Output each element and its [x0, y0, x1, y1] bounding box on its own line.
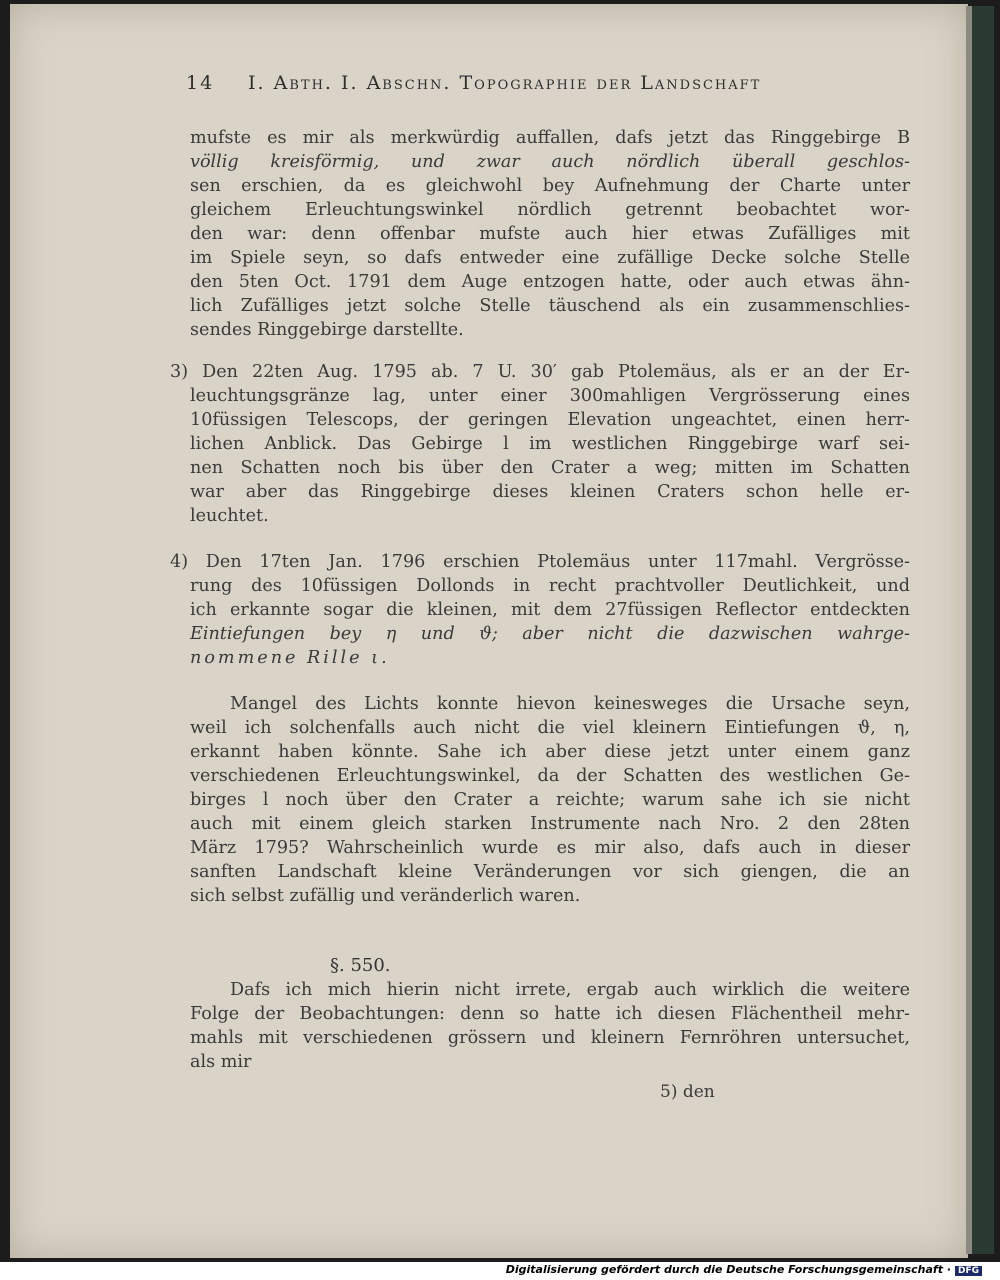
text-line: sendes Ringgebirge darstellte.: [190, 320, 464, 340]
text-line: war aber das Ringgebirge dieses kleinen Craters schon helle er-: [190, 482, 910, 502]
text-line: auch mit einem gleich starken Instrumente nach Nro. 2 den 28ten: [190, 814, 910, 834]
text-line: nen Schatten noch bis über den Crater a weg; mitten im Schatten: [190, 458, 910, 478]
text-line: rung des 10füssigen Dollonds in recht prachtvoller Deutlichkeit, und: [190, 576, 910, 596]
text-line: März 1795? Wahrscheinlich wurde es mir also, dafs auch in dieser: [190, 838, 910, 858]
text-line: weil ich solchenfalls auch nicht die viel kleinern Eintiefungen ϑ, η,: [190, 718, 910, 738]
text-line: leuchtungsgränze lag, unter einer 300mahligen Vergrösserung eines: [190, 386, 910, 406]
text-line: 3) Den 22ten Aug. 1795 ab. 7 U. 30′ gab Ptolemäus, als er an der Er-: [170, 362, 910, 382]
text-line: ich erkannte sogar die kleinen, mit dem 27füssigen Reflector entdeckten: [190, 600, 910, 620]
text-line: den 5ten Oct. 1791 dem Auge entzogen hatte, oder auch etwas ähn-: [190, 272, 910, 292]
text-line: gleichem Erleuchtungswinkel nördlich getrennt beobachtet wor-: [190, 200, 910, 220]
text-line: mahls mit verschiedenen grössern und kleinern Fernröhren untersuchet,: [190, 1028, 910, 1048]
text-line: verschiedenen Erleuchtungswinkel, da der Schatten des westlichen Ge-: [190, 766, 910, 786]
section-heading: §. 550.: [330, 955, 391, 976]
text-line: nommene Rille ι.: [190, 648, 390, 668]
text-line: lichen Anblick. Das Gebirge l im westlichen Ringgebirge warf sei-: [190, 434, 910, 454]
text-line: birges l noch über den Crater a reichte; warum sahe ich sie nicht: [190, 790, 910, 810]
text-line: Mangel des Lichts konnte hievon keinesweges die Ursache seyn,: [230, 694, 910, 714]
text-line: Eintiefungen bey η und ϑ; aber nicht die dazwischen wahrge-: [190, 624, 910, 644]
book-cover-edge: [972, 6, 994, 1254]
text-line: leuchtet.: [190, 506, 269, 526]
text-line: völlig kreisförmig, und zwar auch nördlich überall geschlos-: [190, 152, 910, 172]
text-line: Dafs ich mich hierin nicht irrete, ergab auch wirklich die weitere: [230, 980, 910, 1000]
footer-credit-text: Digitalisierung gefördert durch die Deutsche Forschungsgemeinschaft ·: [505, 1263, 951, 1276]
running-title: I. Abth. I. Abschn. Topographie der Landschaft: [248, 72, 762, 94]
dfg-logo-icon: DFG: [955, 1266, 982, 1276]
text-line: mufste es mir als merkwürdig auffallen, dafs jetzt das Ringgebirge B: [190, 128, 910, 148]
page-number: 14: [186, 72, 215, 94]
running-header: [186, 72, 886, 94]
text-line: lich Zufälliges jetzt solche Stelle täuschend als ein zusammenschlies-: [190, 296, 910, 316]
text-line: sanften Landschaft kleine Veränderungen vor sich giengen, die an: [190, 862, 910, 882]
text-line: als mir: [190, 1052, 252, 1072]
text-line: sen erschien, da es gleichwohl bey Aufnehmung der Charte unter: [190, 176, 910, 196]
text-line: 10füssigen Telescops, der geringen Elevation ungeachtet, einen herr-: [190, 410, 910, 430]
text-line: erkannt haben könnte. Sahe ich aber diese jetzt unter einem ganz: [190, 742, 910, 762]
footer-credit: [506, 1263, 982, 1276]
text-line: sich selbst zufällig und veränderlich waren.: [190, 886, 581, 906]
text-line: den war: denn offenbar mufste auch hier etwas Zufälliges mit: [190, 224, 910, 244]
text-line: 4) Den 17ten Jan. 1796 erschien Ptolemäus unter 117mahl. Vergrösse-: [170, 552, 910, 572]
catchword: 5) den: [660, 1082, 715, 1102]
text-line: Folge der Beobachtungen: denn so hatte ich diesen Flächentheil mehr-: [190, 1004, 910, 1024]
text-line: im Spiele seyn, so dafs entweder eine zufällige Decke solche Stelle: [190, 248, 910, 268]
